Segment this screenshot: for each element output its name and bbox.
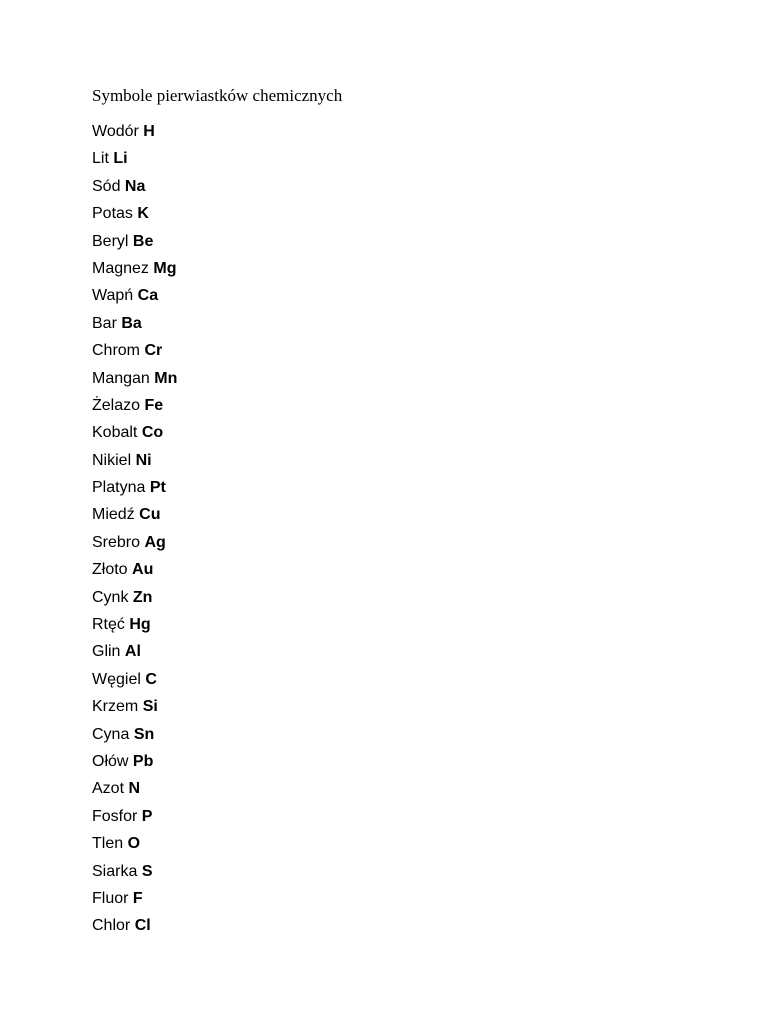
element-symbol: Ni bbox=[135, 451, 152, 469]
element-name: Krzem bbox=[92, 698, 139, 716]
element-name: Cynk bbox=[92, 588, 129, 606]
element-symbol: C bbox=[145, 670, 157, 688]
element-name: Złoto bbox=[92, 561, 128, 579]
element-symbol: Zn bbox=[132, 588, 153, 606]
element-symbol: Au bbox=[132, 561, 154, 579]
element-symbol: Cl bbox=[134, 917, 151, 935]
element-name: Fosfor bbox=[92, 807, 138, 825]
element-row bbox=[92, 232, 177, 259]
element-row bbox=[92, 369, 177, 396]
element-row bbox=[92, 862, 177, 889]
element-name: Węgiel bbox=[92, 670, 141, 688]
element-list bbox=[92, 122, 177, 944]
element-symbol: Cr bbox=[144, 342, 163, 360]
element-name: Siarka bbox=[92, 862, 138, 880]
element-name: Kobalt bbox=[92, 424, 138, 442]
element-row bbox=[92, 505, 177, 532]
element-name: Beryl bbox=[92, 232, 129, 250]
element-row bbox=[92, 807, 177, 834]
element-row bbox=[92, 670, 177, 697]
element-row bbox=[92, 286, 177, 313]
element-name: Srebro bbox=[92, 533, 141, 551]
element-row bbox=[92, 396, 177, 423]
element-row bbox=[92, 122, 177, 149]
element-row bbox=[92, 533, 177, 560]
element-symbol: N bbox=[128, 780, 141, 798]
element-row bbox=[92, 697, 177, 724]
element-symbol: Fe bbox=[144, 396, 164, 414]
element-row bbox=[92, 423, 177, 450]
element-name: Tlen bbox=[92, 835, 124, 853]
element-name: Magnez bbox=[92, 259, 149, 277]
element-row bbox=[92, 916, 177, 943]
element-name: Wapń bbox=[92, 287, 134, 305]
element-symbol: Co bbox=[141, 424, 164, 442]
document-title: Symbole pierwiastków chemicznych bbox=[92, 86, 343, 105]
element-symbol: Si bbox=[142, 698, 158, 716]
element-name: Chlor bbox=[92, 917, 131, 935]
element-symbol: Li bbox=[113, 150, 128, 168]
element-name: Chrom bbox=[92, 342, 141, 360]
element-row bbox=[92, 834, 177, 861]
element-name: Nikiel bbox=[92, 451, 132, 469]
element-name: Bar bbox=[92, 314, 117, 332]
element-symbol: Sn bbox=[133, 725, 155, 743]
element-name: Rtęć bbox=[92, 616, 125, 634]
element-symbol: K bbox=[137, 205, 149, 223]
element-row bbox=[92, 314, 177, 341]
element-row bbox=[92, 451, 177, 478]
element-name: Azot bbox=[92, 780, 125, 798]
element-name: Wodór bbox=[92, 123, 139, 140]
element-symbol: Ba bbox=[121, 314, 142, 332]
element-symbol: Be bbox=[132, 232, 154, 250]
element-row bbox=[92, 560, 177, 587]
element-name: Glin bbox=[92, 643, 121, 661]
element-row bbox=[92, 615, 177, 642]
element-row bbox=[92, 478, 177, 505]
element-row bbox=[92, 779, 177, 806]
element-symbol: Pt bbox=[149, 479, 166, 497]
element-row bbox=[92, 177, 177, 204]
element-symbol: H bbox=[143, 123, 155, 140]
element-row bbox=[92, 889, 177, 916]
element-symbol: O bbox=[127, 835, 141, 853]
element-name: Fluor bbox=[92, 889, 129, 907]
element-name: Mangan bbox=[92, 369, 150, 387]
element-name: Platyna bbox=[92, 479, 146, 497]
element-symbol: F bbox=[132, 889, 143, 907]
element-row bbox=[92, 341, 177, 368]
element-row bbox=[92, 725, 177, 752]
element-row bbox=[92, 642, 177, 669]
element-name: Ołów bbox=[92, 752, 129, 770]
element-symbol: Mn bbox=[154, 369, 178, 387]
element-name: Żelazo bbox=[92, 396, 141, 414]
element-row bbox=[92, 588, 177, 615]
element-name: Miedź bbox=[92, 506, 135, 524]
element-name: Lit bbox=[92, 150, 109, 168]
element-row bbox=[92, 149, 177, 176]
element-symbol: P bbox=[141, 807, 153, 825]
element-symbol: Na bbox=[124, 177, 146, 195]
element-row bbox=[92, 752, 177, 779]
element-name: Potas bbox=[92, 205, 133, 223]
element-symbol: Ca bbox=[137, 287, 159, 305]
element-name: Sód bbox=[92, 177, 121, 195]
element-symbol: Ag bbox=[144, 533, 166, 551]
element-symbol: Cu bbox=[139, 506, 161, 524]
element-symbol: Al bbox=[124, 643, 141, 661]
element-symbol: Pb bbox=[132, 752, 154, 770]
element-name: Cyna bbox=[92, 725, 130, 743]
element-row bbox=[92, 204, 177, 231]
element-symbol: Hg bbox=[129, 616, 151, 634]
element-row bbox=[92, 259, 177, 286]
element-symbol: S bbox=[141, 862, 153, 880]
element-symbol: Mg bbox=[153, 259, 177, 277]
